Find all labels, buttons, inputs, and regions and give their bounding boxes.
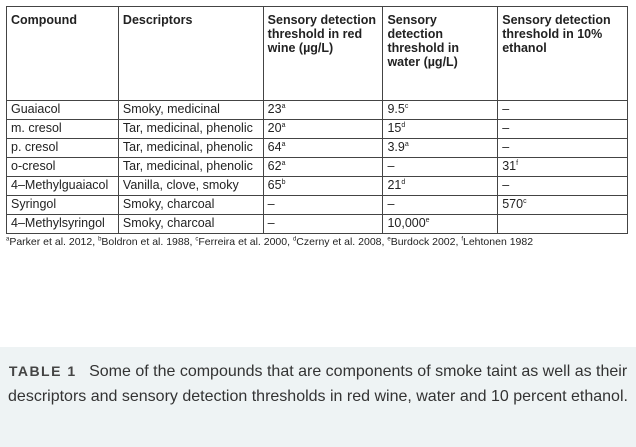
table-header-row: [7, 7, 628, 101]
cell-red-wine-threshold: [263, 139, 383, 158]
table-caption: [0, 347, 636, 447]
table-body: [7, 101, 628, 234]
footnote-ref: a: [404, 140, 409, 148]
footnote-ref: f: [516, 159, 519, 167]
cell-compound-value: p. cresol: [11, 140, 59, 154]
cell-red-wine-threshold: [263, 158, 383, 177]
cell-descriptors-value: Tar, medicinal, phenolic: [122, 140, 253, 154]
cell-water-threshold: [383, 215, 498, 234]
cell-water-threshold: [383, 196, 498, 215]
footnote-mark: a: [6, 236, 10, 243]
compounds-table: [6, 6, 628, 234]
cell-water-threshold: [383, 177, 498, 196]
cell-water-threshold-value: 15: [387, 121, 402, 135]
footnote-mark: c: [195, 236, 199, 243]
table-row: [7, 120, 628, 139]
footnote-ref: c: [523, 197, 527, 205]
cell-compound: [7, 120, 119, 139]
footnotes: [6, 236, 628, 248]
footnote-text: Ferreira et al. 2000,: [198, 236, 293, 248]
footnote-text: Boldron et al. 1988,: [101, 236, 196, 248]
cell-compound-value: 4–Methylsyringol: [11, 216, 105, 230]
cell-ethanol-threshold: [498, 177, 628, 196]
footnote-text: Burdock 2002,: [390, 236, 462, 248]
cell-red-wine-threshold: [263, 101, 383, 120]
footnote-text: Czerny et al. 2008,: [296, 236, 388, 248]
cell-descriptors: [118, 177, 263, 196]
footnote-mark: e: [387, 236, 391, 243]
footnote-ref: c: [404, 102, 409, 110]
cell-compound: [7, 196, 119, 215]
cell-red-wine-threshold-value: 65: [267, 178, 282, 192]
footnote-text: Lehtonen 1982: [463, 236, 534, 248]
cell-compound: [7, 158, 119, 177]
cell-red-wine-threshold-value: 62: [267, 159, 282, 173]
header-red-wine-threshold: Sensory detection threshold in red wine (µg/L): [263, 7, 383, 101]
table-row: [7, 215, 628, 234]
footnote-mark: b: [98, 236, 102, 243]
cell-red-wine-threshold-value: 20: [267, 121, 282, 135]
cell-descriptors-value: Smoky, medicinal: [122, 102, 220, 116]
table-row: [7, 177, 628, 196]
cell-ethanol-threshold: [498, 158, 628, 177]
header-compound: Compound: [7, 7, 119, 101]
cell-descriptors-value: Smoky, charcoal: [122, 216, 215, 230]
footnote-text: Parker et al. 2012,: [9, 236, 99, 248]
cell-descriptors-value: Tar, medicinal, phenolic: [122, 121, 253, 135]
cell-water-threshold: [383, 101, 498, 120]
cell-ethanol-threshold-value: –: [502, 140, 510, 154]
cell-water-threshold: [383, 158, 498, 177]
cell-red-wine-threshold: [263, 215, 383, 234]
cell-ethanol-threshold: [498, 196, 628, 215]
cell-descriptors: [118, 158, 263, 177]
cell-compound: [7, 101, 119, 120]
cell-ethanol-threshold-value: –: [502, 121, 510, 135]
cell-compound-value: m. cresol: [11, 121, 62, 135]
cell-water-threshold: [383, 120, 498, 139]
footnote-mark: f: [461, 236, 463, 243]
cell-red-wine-threshold-value: –: [267, 216, 275, 230]
cell-descriptors: [118, 215, 263, 234]
caption-text: Some of the compounds that are components of smoke taint as well as their descriptors and sensory detection thresholds in red wine, water and 10 percent ethanol.: [8, 363, 628, 405]
cell-descriptors: [118, 196, 263, 215]
footnote-ref: a: [281, 121, 286, 129]
cell-descriptors-value: Tar, medicinal, phenolic: [122, 159, 253, 173]
footnote-ref: b: [281, 178, 286, 186]
cell-water-threshold-value: 3.9: [387, 140, 405, 154]
cell-descriptors: [118, 120, 263, 139]
cell-red-wine-threshold-value: –: [267, 197, 275, 211]
cell-red-wine-threshold: [263, 196, 383, 215]
footnote-ref: a: [281, 102, 286, 110]
cell-red-wine-threshold: [263, 120, 383, 139]
cell-descriptors: [118, 139, 263, 158]
cell-compound-value: o-cresol: [11, 159, 56, 173]
table-row: [7, 139, 628, 158]
cell-red-wine-threshold-value: 23: [267, 102, 282, 116]
cell-compound: [7, 177, 119, 196]
header-ethanol-threshold: Sensory detection threshold in 10% ethanol: [498, 7, 628, 101]
cell-ethanol-threshold: [498, 215, 628, 234]
table-row: [7, 101, 628, 120]
cell-compound-value: Guaiacol: [11, 102, 61, 116]
cell-red-wine-threshold: [263, 177, 383, 196]
footnote-mark: d: [292, 236, 297, 243]
footnote-ref: a: [281, 159, 286, 167]
cell-water-threshold-value: –: [387, 197, 395, 211]
caption-label: TABLE 1: [8, 363, 77, 379]
table-row: [7, 196, 628, 215]
cell-water-threshold-value: 21: [387, 178, 402, 192]
cell-ethanol-threshold: [498, 139, 628, 158]
cell-ethanol-threshold-value: 31: [502, 159, 517, 173]
cell-ethanol-threshold: [498, 120, 628, 139]
table-row: [7, 158, 628, 177]
header-descriptors: Descriptors: [118, 7, 263, 101]
cell-descriptors-value: Vanilla, clove, smoky: [122, 178, 239, 192]
cell-compound: [7, 215, 119, 234]
cell-ethanol-threshold-value: –: [502, 102, 510, 116]
table-container: [6, 6, 628, 248]
footnote-ref: a: [281, 140, 286, 148]
cell-descriptors: [118, 101, 263, 120]
cell-ethanol-threshold-value: –: [502, 178, 510, 192]
cell-compound-value: 4–Methylguaiacol: [11, 178, 109, 192]
cell-ethanol-threshold-value: 570: [502, 197, 524, 211]
cell-water-threshold: [383, 139, 498, 158]
cell-water-threshold-value: 10,000: [387, 216, 426, 230]
cell-compound-value: Syringol: [11, 197, 57, 211]
cell-water-threshold-value: –: [387, 159, 395, 173]
footnote-ref: d: [401, 121, 406, 129]
footnote-ref: d: [401, 178, 406, 186]
cell-water-threshold-value: 9.5: [387, 102, 405, 116]
cell-ethanol-threshold: [498, 101, 628, 120]
cell-compound: [7, 139, 119, 158]
footnote-ref: e: [425, 216, 430, 224]
cell-descriptors-value: Smoky, charcoal: [122, 197, 215, 211]
cell-red-wine-threshold-value: 64: [267, 140, 282, 154]
header-water-threshold: Sensory detection threshold in water (µg/L): [383, 7, 498, 101]
